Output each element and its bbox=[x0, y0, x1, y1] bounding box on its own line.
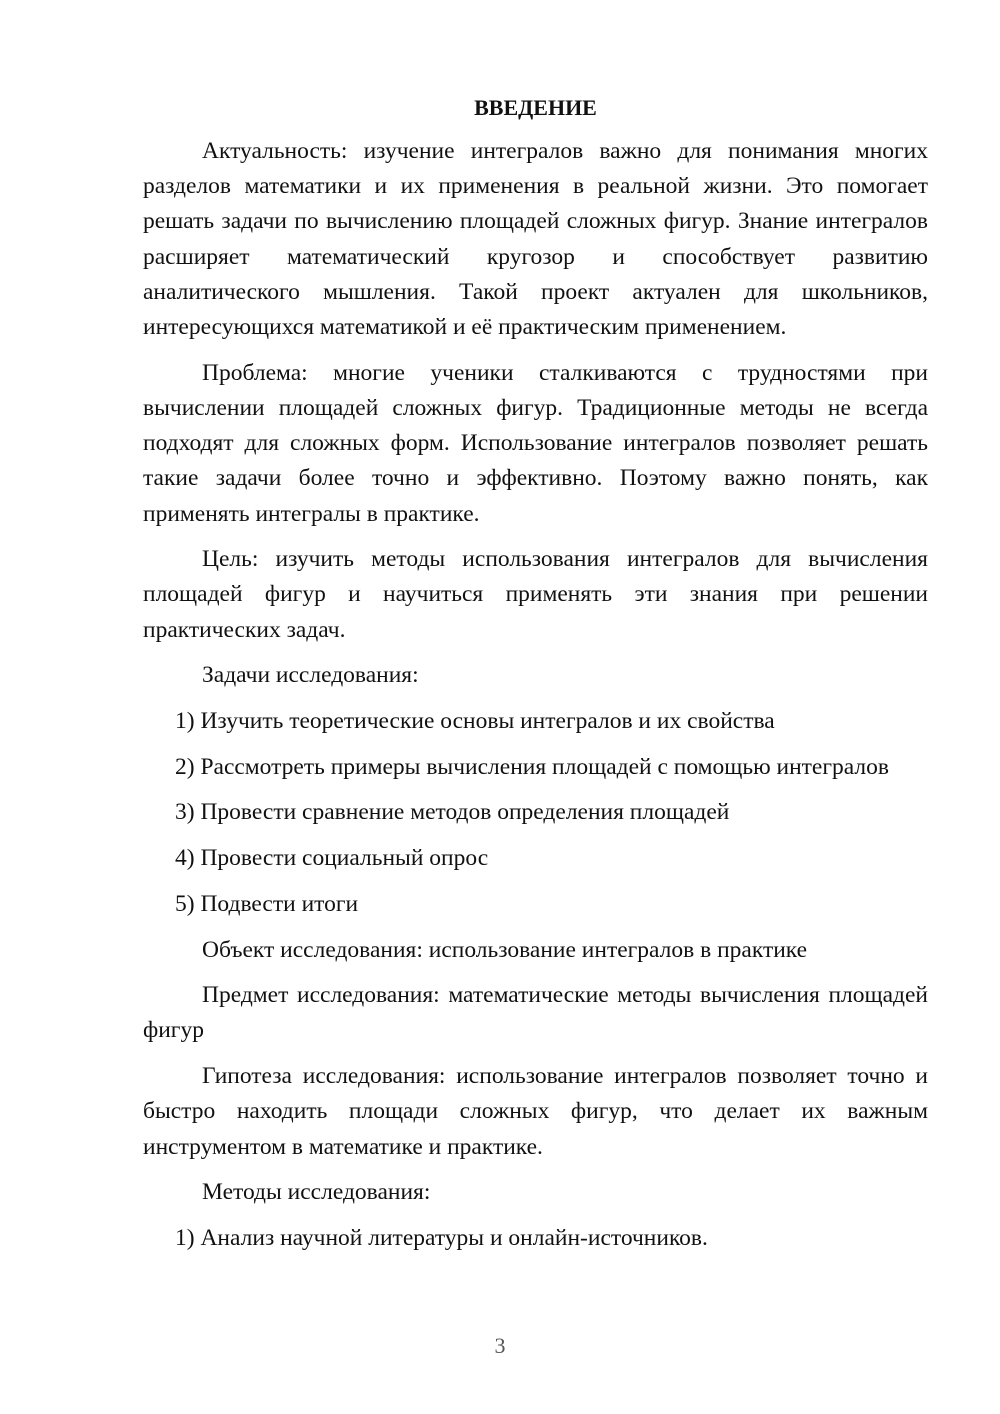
task-item: 5) Подвести итоги bbox=[175, 890, 359, 917]
task-item: 1) Изучить теоретические основы интегралов и их свойства bbox=[175, 708, 775, 735]
method-item: 1) Анализ научной литературы и онлайн-источников. bbox=[175, 1224, 708, 1251]
hypothesis-paragraph: Гипотеза исследования: использование интегралов позволяет точно и быстро находить площади сложных фигур, что делает их важным инструментом в математике и практике. bbox=[143, 1063, 928, 1160]
object-paragraph: Объект исследования: использование интегралов в практике bbox=[202, 936, 808, 963]
task-item: 4) Провести социальный опрос bbox=[175, 845, 489, 872]
subject-paragraph: Предмет исследования: математические методы вычисления площадей фигур bbox=[143, 982, 928, 1044]
actuality-paragraph: Актуальность: изучение интегралов важно для понимания многих разделов математики и их применения в реальной жизни. Это помогает решать задачи по вычислению площадей сложных фигур. Знание интегралов расширяет математический кругозор и способствует развитию аналитического мышления. Такой проект актуален для школьников, интересующихся математикой и её практическим применением. bbox=[143, 138, 928, 341]
methods-label: Методы исследования: bbox=[202, 1179, 431, 1206]
section-title: ВВЕДЕНИЕ bbox=[474, 95, 597, 120]
task-item: 3) Провести сравнение методов определения площадей bbox=[175, 799, 730, 826]
goal-paragraph: Цель: изучить методы использования интегралов для вычисления площадей фигур и научиться применять эти знания при решении практических задач. bbox=[143, 546, 928, 643]
tasks-label: Задачи исследования: bbox=[202, 662, 419, 689]
page-number: 3 bbox=[494, 1333, 506, 1358]
problem-paragraph: Проблема: многие ученики сталкиваются с трудностями при вычислении площадей сложных фигур. Традиционные методы не всегда подходят для сложных форм. Использование интегралов позволяет решать такие задачи более точно и эффективно. Поэтому важно понять, как применять интегралы в практике. bbox=[143, 359, 928, 527]
document-body bbox=[143, 92, 928, 1267]
task-item: 2) Рассмотреть примеры вычисления площадей с помощью интегралов bbox=[175, 753, 889, 780]
